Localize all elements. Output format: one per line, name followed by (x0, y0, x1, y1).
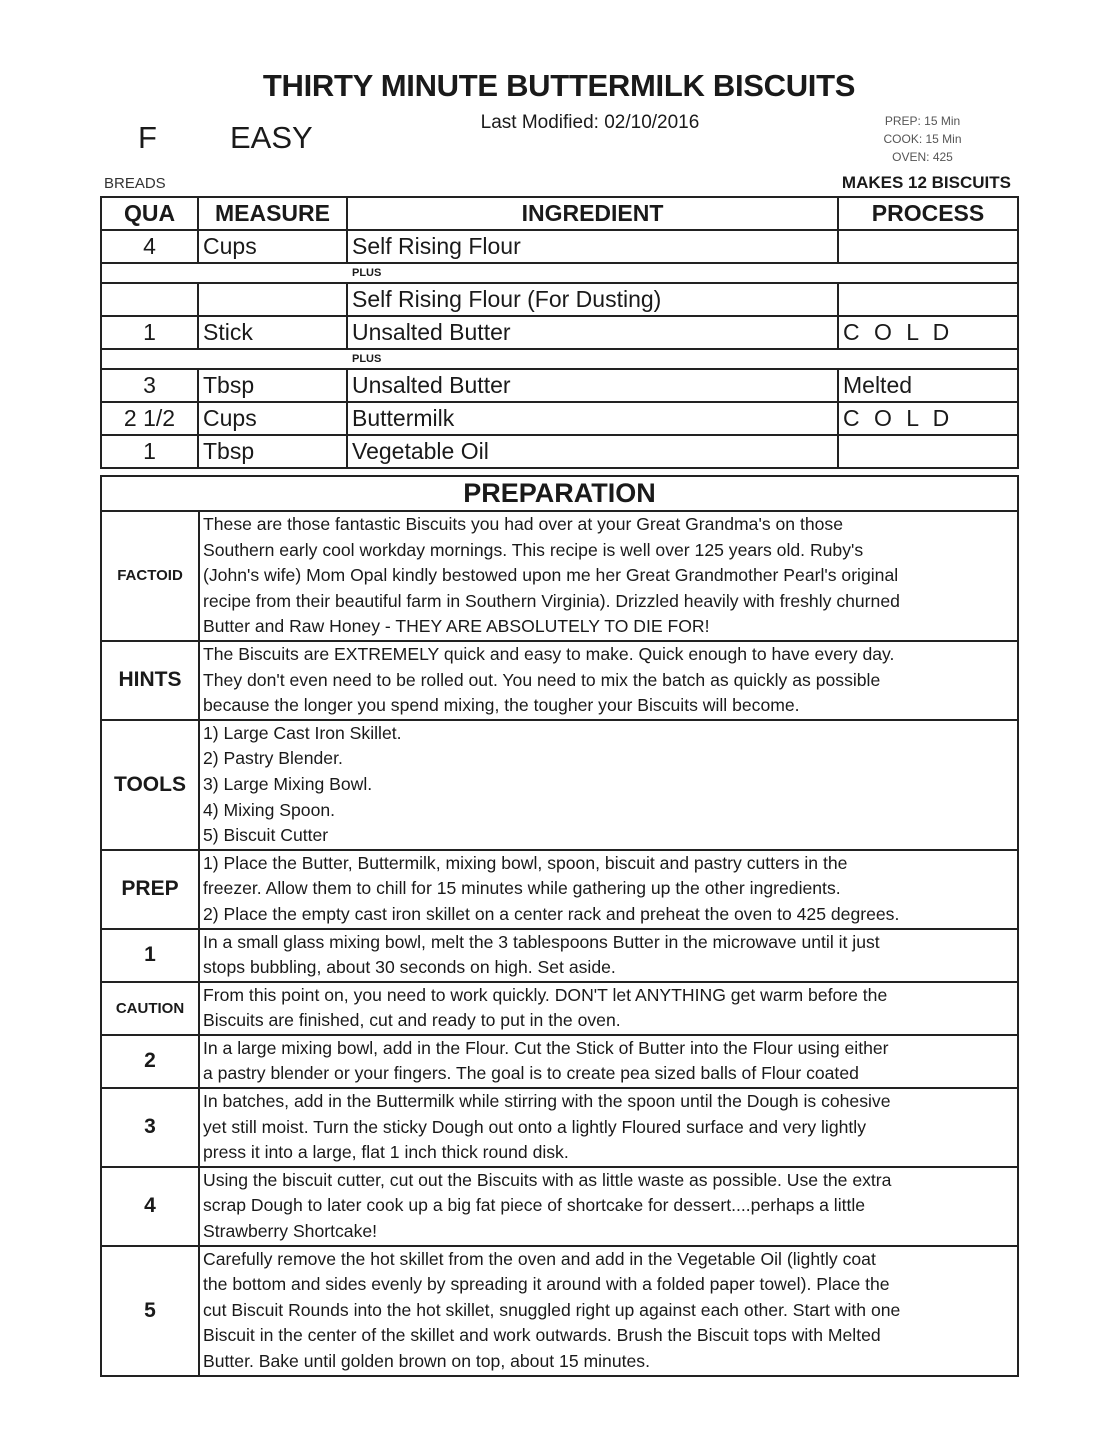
column-header-qua: QUA (101, 197, 198, 230)
text-line: scrap Dough to later cook up a big fat piece of shortcake for dessert....perhaps a little (203, 1195, 866, 1216)
text-line: stops bubbling, about 30 seconds on high. Set aside. (203, 957, 616, 978)
ingredient-measure (198, 283, 347, 316)
ingredient-process: C O L D (838, 316, 1018, 349)
ingredient-name: Buttermilk (347, 402, 838, 435)
ingredient-name: Unsalted Butter (347, 369, 838, 402)
text-line: 2) Place the empty cast iron skillet on a center rack and preheat the oven to 425 degrees. (203, 903, 900, 924)
preparation-step-text (199, 641, 1018, 720)
ingredient-row (101, 283, 1018, 316)
preparation-step-label: 4 (101, 1167, 199, 1246)
text-line: cut Biscuit Rounds into the hot skillet, snuggled right up against each other. Start with one (203, 1299, 901, 1320)
text-line: Butter and Raw Honey - THEY ARE ABSOLUTELY TO DIE FOR! (203, 616, 710, 637)
preparation-step-text (199, 850, 1018, 929)
text-line: recipe from their beautiful farm in Southern Virginia). Drizzled heavily with freshly churned (203, 590, 900, 611)
difficulty-level: EASY (230, 120, 313, 155)
text-line: freezer. Allow them to chill for 15 minutes while gathering up the other ingredients. (203, 878, 841, 899)
text-line: because the longer you spend mixing, the tougher your Biscuits will become. (203, 695, 800, 716)
text-line: These are those fantastic Biscuits you had over at your Great Grandma's on those (203, 514, 843, 534)
preparation-row (101, 982, 1018, 1035)
preparation-step-label: 2 (101, 1035, 199, 1088)
preparation-step-label: 5 (101, 1246, 199, 1376)
ingredient-quantity: 1 (101, 316, 198, 349)
ingredient-quantity: 4 (101, 230, 198, 263)
ingredient-process (838, 283, 1018, 316)
preparation-step-text (199, 1246, 1018, 1376)
preparation-step-text (199, 982, 1018, 1035)
preparation-row (101, 511, 1018, 641)
plus-separator-row (101, 263, 1018, 283)
ingredient-measure: Tbsp (198, 369, 347, 402)
column-header-process: PROCESS (838, 197, 1018, 230)
ingredient-row (101, 316, 1018, 349)
plus-separator-row (101, 349, 1018, 369)
ingredient-measure: Cups (198, 402, 347, 435)
preparation-step-label: 3 (101, 1088, 199, 1167)
ingredient-quantity: 1 (101, 435, 198, 468)
text-line: the bottom and sides evenly by spreading it around with a folded paper towel). Place the (203, 1274, 890, 1295)
preparation-table (100, 475, 1019, 1377)
text-line: (John's wife) Mom Opal kindly bestowed upon me her Great Grandmother Pearl's original (203, 565, 899, 586)
ingredient-row (101, 369, 1018, 402)
ingredient-name: Vegetable Oil (347, 435, 838, 468)
ingredient-quantity: 2 1/2 (101, 402, 198, 435)
ingredient-measure: Stick (198, 316, 347, 349)
preparation-step-label: HINTS (101, 641, 199, 720)
oven-temp: OVEN: 425 (892, 150, 953, 164)
ingredient-process: C O L D (838, 402, 1018, 435)
preparation-row (101, 850, 1018, 929)
preparation-row (101, 641, 1018, 720)
preparation-row (101, 1035, 1018, 1088)
preparation-step-text (199, 929, 1018, 982)
preparation-step-text (199, 1167, 1018, 1246)
ingredient-measure: Tbsp (198, 435, 347, 468)
prep-time: PREP: 15 Min (884, 114, 961, 128)
preparation-step-text (199, 720, 1018, 850)
text-line: Southern early cool workday mornings. This recipe is well over 125 years old. Ruby's (203, 539, 864, 560)
ingredient-process: Melted (838, 369, 1018, 402)
text-line: In batches, add in the Buttermilk while stirring with the spoon until the Dough is cohesive (203, 1091, 891, 1112)
text-line: 3) Large Mixing Bowl. (203, 773, 373, 794)
text-line: In a small glass mixing bowl, melt the 3 tablespoons Butter in the microwave until it just (203, 931, 880, 952)
cook-time: COOK: 15 Min (883, 132, 962, 146)
preparation-step-label: CAUTION (101, 982, 199, 1035)
ingredient-process (838, 435, 1018, 468)
preparation-step-label: TOOLS (101, 720, 199, 850)
text-line: 2) Pastry Blender. (203, 748, 343, 769)
recipe-title: THIRTY MINUTE BUTTERMILK BISCUITS (262, 68, 856, 103)
text-line: a pastry blender or your fingers. The goal is to create pea sized balls of Flour coated (203, 1063, 859, 1084)
text-line: Strawberry Shortcake! (203, 1221, 378, 1242)
plus-label: PLUS (352, 353, 382, 365)
preparation-step-text (199, 1088, 1018, 1167)
text-line: 5) Biscuit Cutter (203, 825, 329, 846)
text-line: Biscuits are finished, cut and ready to put in the oven. (203, 1010, 621, 1031)
ingredient-process (838, 230, 1018, 263)
preparation-row (101, 929, 1018, 982)
recipe-category: BREADS (104, 175, 166, 192)
preparation-row (101, 1246, 1018, 1376)
last-modified-date: Last Modified: 02/10/2016 (480, 112, 700, 133)
text-line: Biscuit in the center of the skillet and work outwards. Brush the Biscuit tops with Melted (203, 1325, 881, 1346)
ingredient-row (101, 402, 1018, 435)
preparation-header-row (101, 476, 1018, 511)
preparation-row (101, 1167, 1018, 1246)
preparation-step-label: 1 (101, 929, 199, 982)
plus-label: PLUS (352, 267, 382, 279)
text-line: Carefully remove the hot skillet from the oven and add in the Vegetable Oil (lightly coat (203, 1248, 876, 1269)
ingredient-name: Self Rising Flour (For Dusting) (347, 283, 838, 316)
ingredient-row (101, 435, 1018, 468)
text-line: The Biscuits are EXTREMELY quick and easy to make. Quick enough to have every day. (203, 643, 895, 664)
text-line: press it into a large, flat 1 inch thick round disk. (203, 1142, 569, 1163)
text-line: From this point on, you need to work quickly. DON'T let ANYTHING get warm before the (203, 984, 888, 1005)
text-line: 4) Mixing Spoon. (203, 799, 336, 820)
preparation-step-label: PREP (101, 850, 199, 929)
text-line: In a large mixing bowl, add in the Flour. Cut the Stick of Butter into the Flour using either (203, 1037, 889, 1058)
ingredient-name: Self Rising Flour (347, 230, 838, 263)
text-line: 1) Place the Butter, Buttermilk, mixing bowl, spoon, biscuit and pastry cutters in the (203, 852, 848, 873)
ingredient-row (101, 230, 1018, 263)
preparation-step-label: FACTOID (101, 511, 199, 641)
preparation-row (101, 1088, 1018, 1167)
preparation-step-text (199, 511, 1018, 641)
preparation-step-text (199, 1035, 1018, 1088)
preparation-title: PREPARATION (101, 476, 1018, 511)
ingredient-name: Unsalted Butter (347, 316, 838, 349)
column-header-measure: MEASURE (198, 197, 347, 230)
ingredient-quantity (101, 283, 198, 316)
ingredient-measure: Cups (198, 230, 347, 263)
preparation-row (101, 720, 1018, 850)
text-line: yet still moist. Turn the sticky Dough out onto a lightly Floured surface and very lightly (203, 1116, 867, 1137)
text-line: Using the biscuit cutter, cut out the Biscuits with as little waste as possible. Use the extra (203, 1169, 892, 1190)
text-line: Butter. Bake until golden brown on top, about 15 minutes. (203, 1351, 650, 1371)
ingredients-table (100, 196, 1019, 469)
category-letter: F (138, 120, 157, 155)
recipe-yield: MAKES 12 BISCUITS (841, 173, 1011, 192)
text-line: They don't even need to be rolled out. You need to mix the batch as quickly as possible (203, 669, 881, 690)
text-line: 1) Large Cast Iron Skillet. (203, 722, 402, 743)
ingredient-quantity: 3 (101, 369, 198, 402)
ingredients-header-row (101, 197, 1018, 230)
time-summary (860, 112, 985, 166)
column-header-ingredient: INGREDIENT (347, 197, 838, 230)
